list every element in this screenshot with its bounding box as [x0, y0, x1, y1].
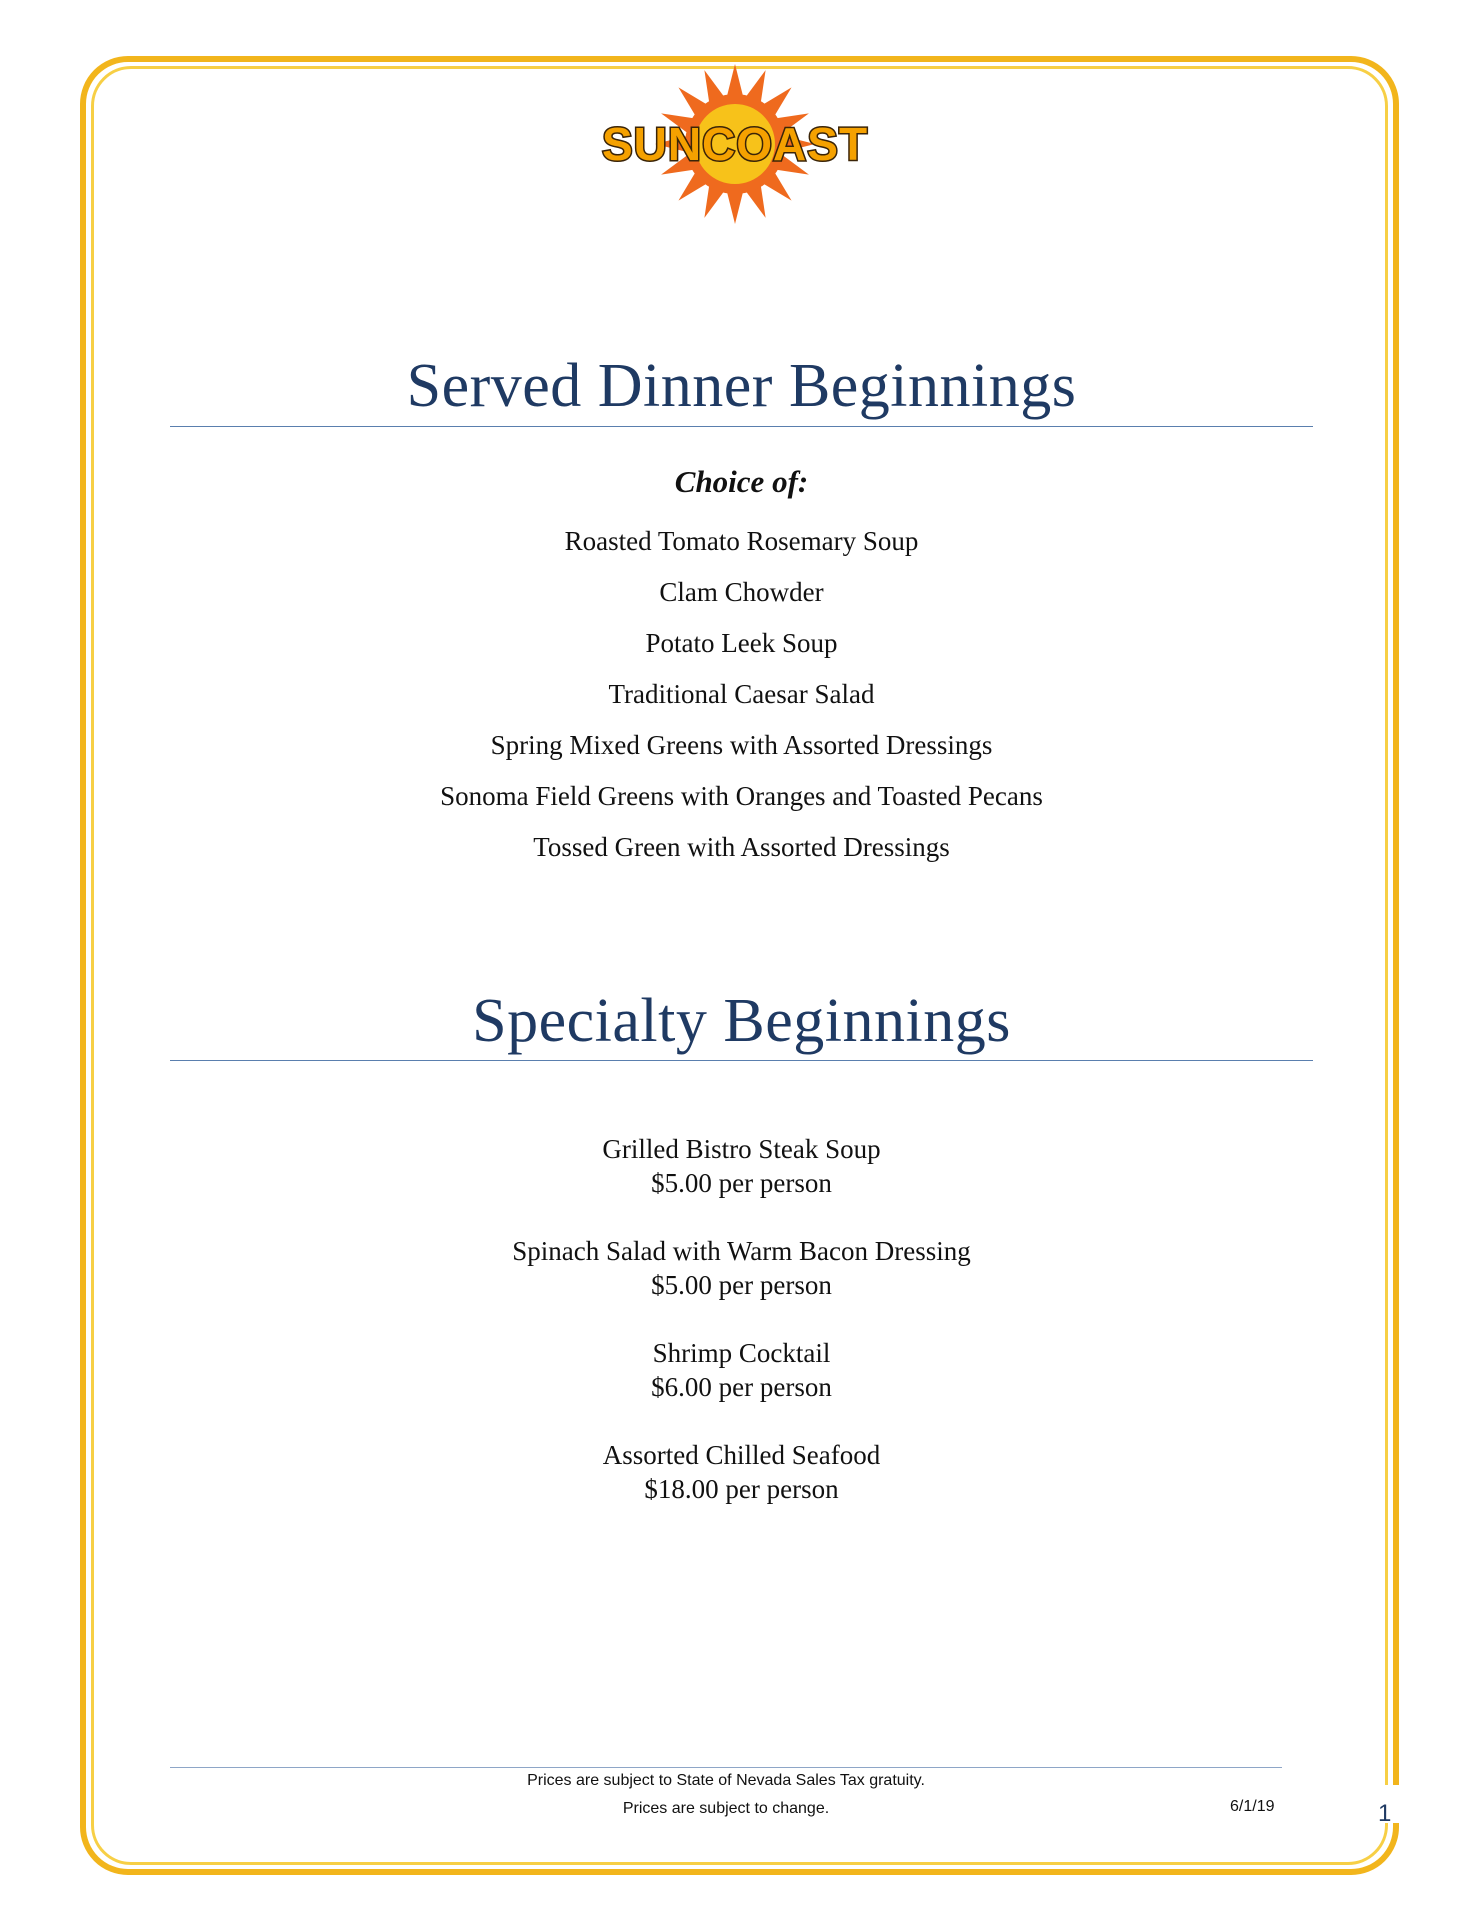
item-price: $5.00 per person	[651, 1270, 832, 1300]
footer-divider	[170, 1767, 1282, 1768]
list-item: Clam Chowder	[659, 577, 824, 607]
list-item: Roasted Tomato Rosemary Soup	[564, 526, 919, 556]
item-name: Spinach Salad with Warm Bacon Dressing	[512, 1236, 971, 1266]
list-item: Tossed Green with Assorted Dressings	[533, 832, 950, 862]
footer-change-note: Prices are subject to change.	[622, 1800, 830, 1817]
item-price: $18.00 per person	[644, 1474, 839, 1504]
footer-date: 6/1/19	[1230, 1798, 1275, 1815]
section-title-served-dinner: Served Dinner Beginnings	[406, 352, 1077, 420]
list-item	[170, 1438, 1313, 1540]
item-price: $5.00 per person	[651, 1168, 832, 1198]
suncoast-logo	[585, 64, 885, 224]
item-name: Shrimp Cocktail	[652, 1338, 831, 1368]
item-price: $6.00 per person	[651, 1372, 832, 1402]
list-item	[170, 1336, 1313, 1438]
page-border-inner	[91, 66, 1388, 1865]
specialty-items-list	[170, 1132, 1313, 1540]
title-underline	[170, 426, 1313, 427]
section-title-specialty: Specialty Beginnings	[472, 987, 1011, 1055]
list-item: Potato Leek Soup	[645, 628, 838, 658]
served-items-list	[170, 522, 1313, 879]
footer-tax-note: Prices are subject to State of Nevada Sales Tax gratuity.	[527, 1772, 925, 1789]
title-underline	[170, 1060, 1313, 1061]
item-name: Grilled Bistro Steak Soup	[602, 1134, 881, 1164]
item-name: Assorted Chilled Seafood	[602, 1440, 881, 1470]
page-number: 1	[1378, 1800, 1392, 1827]
list-item: Sonoma Field Greens with Oranges and Toasted Pecans	[440, 781, 1043, 811]
list-item	[170, 1234, 1313, 1336]
svg-text:SUNCOAST: SUNCOAST	[601, 118, 869, 170]
choice-label: Choice of:	[674, 464, 809, 499]
list-item: Traditional Caesar Salad	[608, 679, 875, 709]
list-item: Spring Mixed Greens with Assorted Dressings	[490, 730, 993, 760]
list-item	[170, 1132, 1313, 1234]
